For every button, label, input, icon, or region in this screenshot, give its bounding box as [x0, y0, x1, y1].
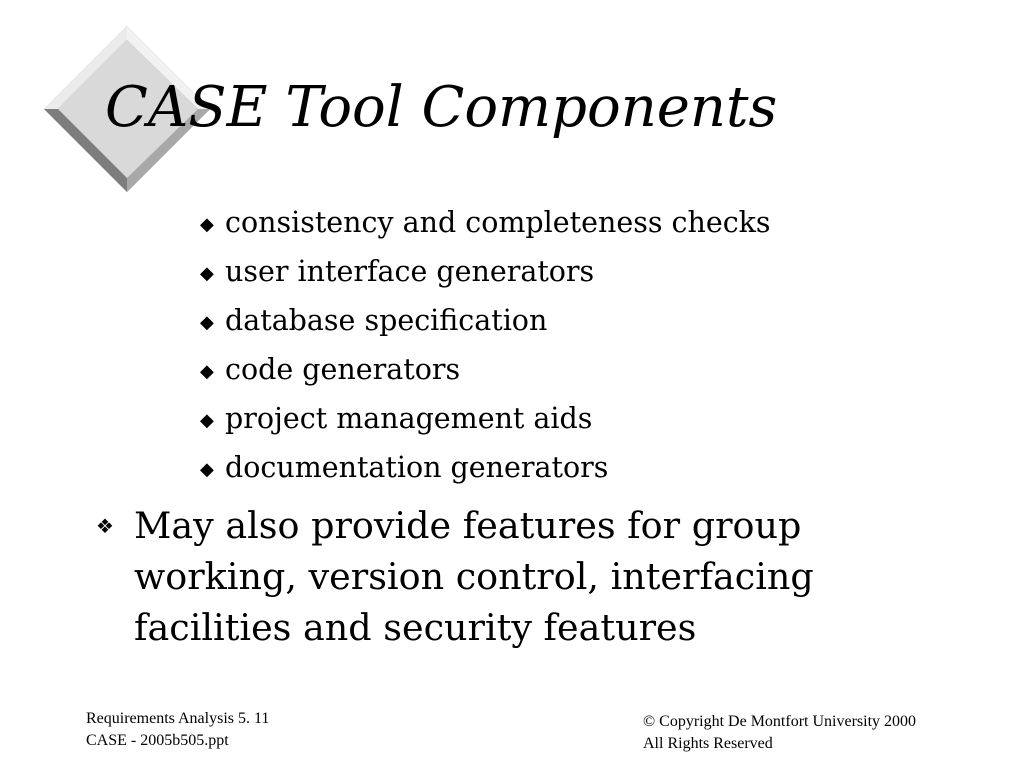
footer-left: [86, 708, 269, 752]
four-diamond-bullet-icon: ❖: [96, 514, 114, 538]
diamond-bullet-icon: ◆: [200, 360, 214, 382]
list-item: [200, 198, 771, 247]
diamond-bullet-icon: ◆: [200, 409, 214, 431]
footer-course-label: Requirements Analysis 5. 11: [86, 710, 270, 727]
list-item: [200, 247, 771, 296]
list-item-label: project management aids: [225, 402, 593, 435]
list-item: [200, 394, 771, 443]
footer-copyright: © Copyright De Montfort University 2000: [643, 713, 917, 730]
list-item-label: database specification: [225, 304, 548, 337]
list-item: [200, 443, 771, 492]
slide-title: CASE Tool Components: [105, 75, 778, 140]
sub-bullet-list: [200, 198, 771, 492]
diamond-bullet-icon: ◆: [200, 262, 214, 284]
diamond-bullet-icon: ◆: [200, 311, 214, 333]
list-item-label: consistency and completeness checks: [225, 206, 771, 239]
diamond-bullet-icon: ◆: [200, 213, 214, 235]
list-item: [200, 345, 771, 394]
list-item-label: code generators: [225, 353, 461, 386]
main-bullet: [96, 500, 916, 653]
list-item-label: documentation generators: [225, 451, 609, 484]
main-bullet-text: May also provide features for group working, version control, interfacing facilities and security features: [134, 504, 814, 649]
footer-file-label: CASE - 2005b505.ppt: [86, 732, 229, 749]
diamond-bullet-icon: ◆: [200, 458, 214, 480]
footer-rights: All Rights Reserved: [643, 735, 773, 752]
list-item: [200, 296, 771, 345]
list-item-label: user interface generators: [225, 255, 595, 288]
footer-right: [643, 711, 916, 755]
